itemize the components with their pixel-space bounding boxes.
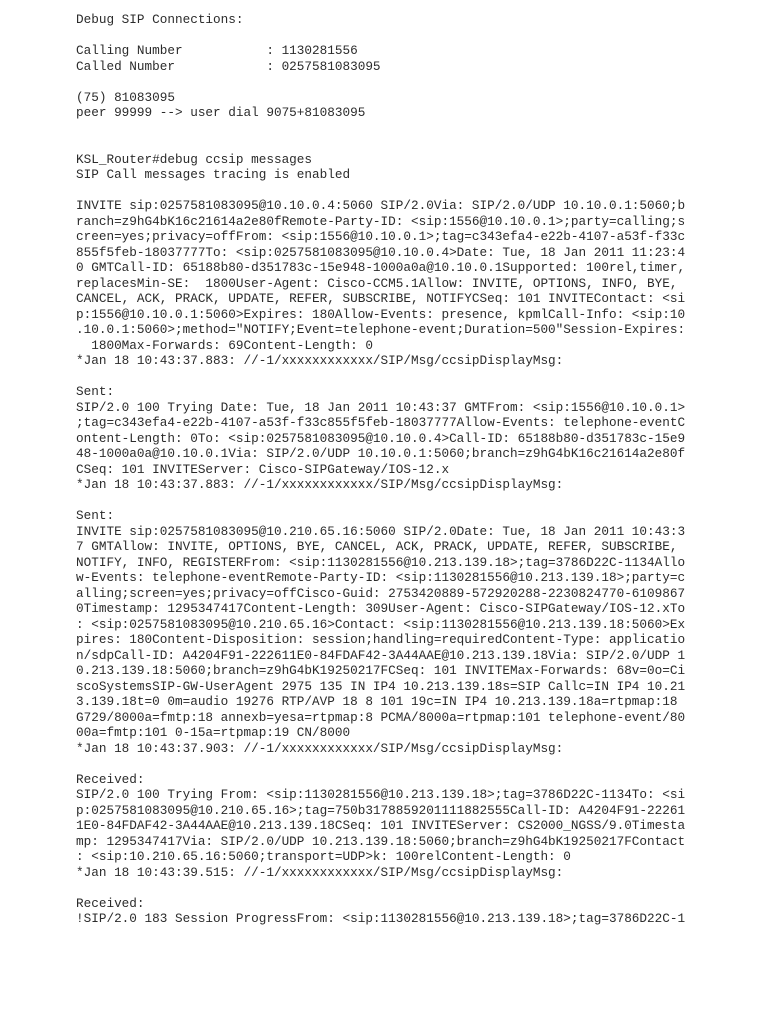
log-line — [76, 493, 756, 509]
log-line: (75) 81083095 — [76, 89, 175, 105]
log-line: INVITE sip:0257581083095@10.10.0.4:5060 SIP/2.0Via: SIP/2.0/UDP 10.10.0.1:5060;b — [76, 198, 686, 213]
log-line: *Jan 18 10:43:37.883: //-1/xxxxxxxxxxxx/SIP/Msg/ccsipDisplayMsg: — [76, 477, 564, 492]
log-line: Sent: — [76, 384, 115, 399]
log-line: 00a=fmtp:101 0-15a=rtpmap:19 CN/8000 — [76, 725, 351, 740]
log-line — [76, 756, 756, 772]
log-line: pires: 180Content-Disposition: session;handling=requiredContent-Type: applicatio — [76, 632, 686, 647]
log-line — [76, 28, 756, 44]
log-line: CANCEL, ACK, PRACK, UPDATE, REFER, SUBSCRIBE, NOTIFYCSeq: 101 INVITEContact: <si — [76, 291, 686, 306]
log-line — [76, 136, 756, 152]
log-line — [76, 880, 756, 896]
log-line — [76, 74, 756, 90]
log-line: 48-1000a0a@10.10.0.1Via: SIP/2.0/UDP 10.10.0.1:5060;branch=z9hG4bK16c21614a2e80f — [76, 446, 686, 461]
log-line: ranch=z9hG4bK16c21614a2e80fRemote-Party-ID: <sip:1556@10.10.0.1>;party=calling;s — [76, 213, 686, 229]
log-line: Sent: — [76, 508, 115, 523]
log-line: scoSystemsSIP-GW-UserAgent 2975 135 IN IP4 10.213.139.18s=SIP Callc=IN IP4 10.21 — [76, 678, 686, 694]
log-line: w-Events: telephone-eventRemote-Party-ID: <sip:1130281556@10.213.139.18>;party=c — [76, 570, 686, 585]
log-line: : <sip:10.210.65.16:5060;transport=UDP>k: 100relContent-Length: 0 — [76, 849, 571, 864]
log-line: NOTIFY, INFO, REGISTERFrom: <sip:1130281556@10.213.139.18>;tag=3786D22C-1134Allo — [76, 554, 686, 570]
log-line: n/sdpCall-ID: A4204F91-222611E0-84FDAF42-3A44AAE@10.213.139.18Via: SIP/2.0/UDP 1 — [76, 647, 686, 663]
log-line: p:0257581083095@10.210.65.16>;tag=750b3178859201111882555Call-ID: A4204F91-22261 — [76, 802, 686, 818]
sip-debug-log — [76, 12, 756, 927]
log-line: ;tag=c343efa4-e22b-4107-a53f-f33c855f5feb-18037777Allow-Events: telephone-eventC — [76, 415, 686, 430]
log-line: KSL_Router#debug ccsip messages — [76, 151, 313, 167]
log-line: *Jan 18 10:43:37.883: //-1/xxxxxxxxxxxx/SIP/Msg/ccsipDisplayMsg: — [76, 353, 564, 368]
log-line: *Jan 18 10:43:37.903: //-1/xxxxxxxxxxxx/SIP/Msg/ccsipDisplayMsg: — [76, 740, 564, 756]
log-line: SIP Call messages tracing is enabled — [76, 167, 351, 182]
log-line: !SIP/2.0 183 Session ProgressFrom: <sip:1130281556@10.213.139.18>;tag=3786D22C-1 — [76, 911, 686, 926]
log-line: .10.0.1:5060>;method="NOTIFY;Event=telephone-event;Duration=500"Session-Expires: — [76, 322, 686, 337]
log-line: 1E0-84FDAF42-3A44AAE@10.213.139.18CSeq: 101 INVITEServer: CS2000_NGSS/9.0Timesta — [76, 818, 686, 833]
log-line: Calling Number : 1130281556 — [76, 43, 358, 58]
log-line: 0 GMTCall-ID: 65188b80-d351783c-15e948-1000a0a@10.10.0.1Supported: 100rel,timer, — [76, 260, 686, 275]
log-line: INVITE sip:0257581083095@10.210.65.16:5060 SIP/2.0Date: Tue, 18 Jan 2011 10:43:3 — [76, 523, 686, 539]
log-line: alling;screen=yes;privacy=offCisco-Guid: 2753420889-572920288-2230824770-6109867 — [76, 585, 686, 601]
log-line: mp: 1295347417Via: SIP/2.0/UDP 10.213.139.18:5060;branch=z9hG4bK19250217FContact — [76, 833, 686, 849]
log-line: CSeq: 101 INVITEServer: Cisco-SIPGateway/IOS-12.x — [76, 461, 450, 477]
log-line — [76, 121, 756, 137]
log-line — [76, 183, 756, 199]
log-line: Received: — [76, 771, 145, 787]
log-line: SIP/2.0 100 Trying Date: Tue, 18 Jan 2011 10:43:37 GMTFrom: <sip:1556@10.10.0.1> — [76, 399, 686, 415]
log-line — [76, 369, 756, 385]
log-line: Received: — [76, 895, 145, 911]
log-line: SIP/2.0 100 Trying From: <sip:1130281556@10.213.139.18>;tag=3786D22C-1134To: <si — [76, 787, 686, 802]
log-line: ontent-Length: 0To: <sip:0257581083095@10.10.0.4>Call-ID: 65188b80-d351783c-15e9 — [76, 430, 686, 446]
log-line: G729/8000a=fmtp:18 annexb=yesa=rtpmap:8 PCMA/8000a=rtpmap:101 telephone-event/80 — [76, 709, 686, 725]
log-line: creen=yes;privacy=offFrom: <sip:1556@10.10.0.1>;tag=c343efa4-e22b-4107-a53f-f33c — [76, 229, 686, 244]
log-line: Debug SIP Connections: — [76, 12, 244, 27]
log-line: 0.213.139.18:5060;branch=z9hG4bK19250217FCSeq: 101 INVITEMax-Forwards: 68v=0o=Ci — [76, 663, 686, 678]
log-line: *Jan 18 10:43:39.515: //-1/xxxxxxxxxxxx/SIP/Msg/ccsipDisplayMsg: — [76, 864, 564, 880]
log-line: 855f5feb-18037777To: <sip:0257581083095@10.10.0.4>Date: Tue, 18 Jan 2011 11:23:4 — [76, 244, 686, 260]
log-line: p:1556@10.10.0.1:5060>Expires: 180Allow-Events: presence, kpmlCall-Info: <sip:10 — [76, 306, 686, 322]
log-line: : <sip:0257581083095@10.210.65.16>Contact: <sip:1130281556@10.213.139.18:5060>Ex — [76, 616, 686, 632]
log-line: peer 99999 --> user dial 9075+81083095 — [76, 105, 366, 120]
log-line: Called Number : 0257581083095 — [76, 58, 381, 74]
log-line: 7 GMTAllow: INVITE, OPTIONS, BYE, CANCEL, ACK, PRACK, UPDATE, REFER, SUBSCRIBE, — [76, 539, 678, 554]
log-line: replacesMin-SE: 1800User-Agent: Cisco-CCM5.1Allow: INVITE, OPTIONS, INFO, BYE, — [76, 275, 678, 291]
log-line: 3.139.18t=0 0m=audio 19276 RTP/AVP 18 8 101 19c=IN IP4 10.213.139.18a=rtpmap:18 — [76, 694, 678, 709]
log-line: 1800Max-Forwards: 69Content-Length: 0 — [76, 337, 373, 353]
log-line: 0Timestamp: 1295347417Content-Length: 309User-Agent: Cisco-SIPGateway/IOS-12.xTo — [76, 601, 686, 616]
